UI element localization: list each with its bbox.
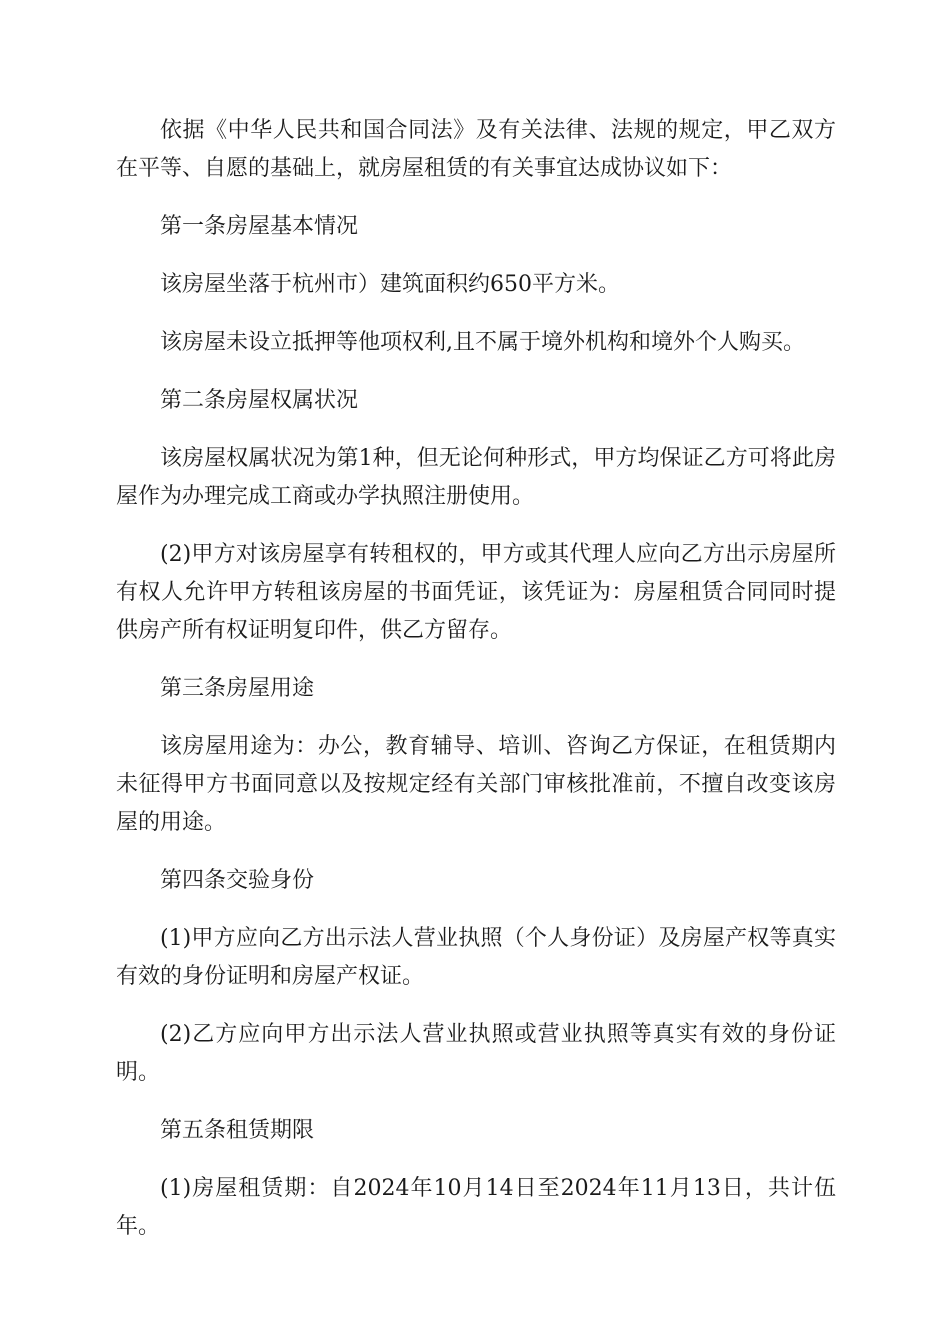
section-heading-2: 第二条房屋权属状况 <box>160 388 359 413</box>
section-heading-1: 第一条房屋基本情况 <box>160 214 359 239</box>
paragraph-sublease: (2)甲方对该房屋享有转租权的，甲方或其代理人应向乙方出示房屋所有权人允许甲方转租该房屋的书面凭证，该凭证为：房屋租赁合同同时提供房产所有权证明复印件，供乙方留存。 <box>116 542 836 643</box>
section-heading-5: 第五条租赁期限 <box>160 1118 315 1143</box>
section-heading-3: 第三条房屋用途 <box>160 676 315 701</box>
paragraph-usage: 该房屋用途为：办公，教育辅导、培训、咨询乙方保证，在租赁期内未征得甲方书面同意以及按规定经有关部门审核批准前，不擅自改变该房屋的用途。 <box>116 734 836 835</box>
paragraph-mortgage: 该房屋未设立抵押等他项权利,且不属于境外机构和境外个人购买。 <box>160 330 805 355</box>
paragraph-identity-b: (2)乙方应向甲方出示法人营业执照或营业执照等真实有效的身份证明。 <box>116 1022 836 1085</box>
paragraph-term: (1)房屋租赁期：自2024年10月14日至2024年11月13日，共计伍年。 <box>116 1176 836 1239</box>
section-heading-4: 第四条交验身份 <box>160 868 315 893</box>
paragraph-identity-a: (1)甲方应向乙方出示法人营业执照（个人身份证）及房屋产权等真实有效的身份证明和房屋产权证。 <box>116 926 836 989</box>
paragraph-ownership: 该房屋权属状况为第1种，但无论何种形式，甲方均保证乙方可将此房屋作为办理完成工商或办学执照注册使用。 <box>116 446 836 509</box>
document-body <box>116 112 836 1266</box>
paragraph-intro: 依据《中华人民共和国合同法》及有关法律、法规的规定，甲乙双方在平等、自愿的基础上，就房屋租赁的有关事宜达成协议如下： <box>116 118 836 181</box>
paragraph-location: 该房屋坐落于杭州市）建筑面积约650平方米。 <box>160 272 620 297</box>
